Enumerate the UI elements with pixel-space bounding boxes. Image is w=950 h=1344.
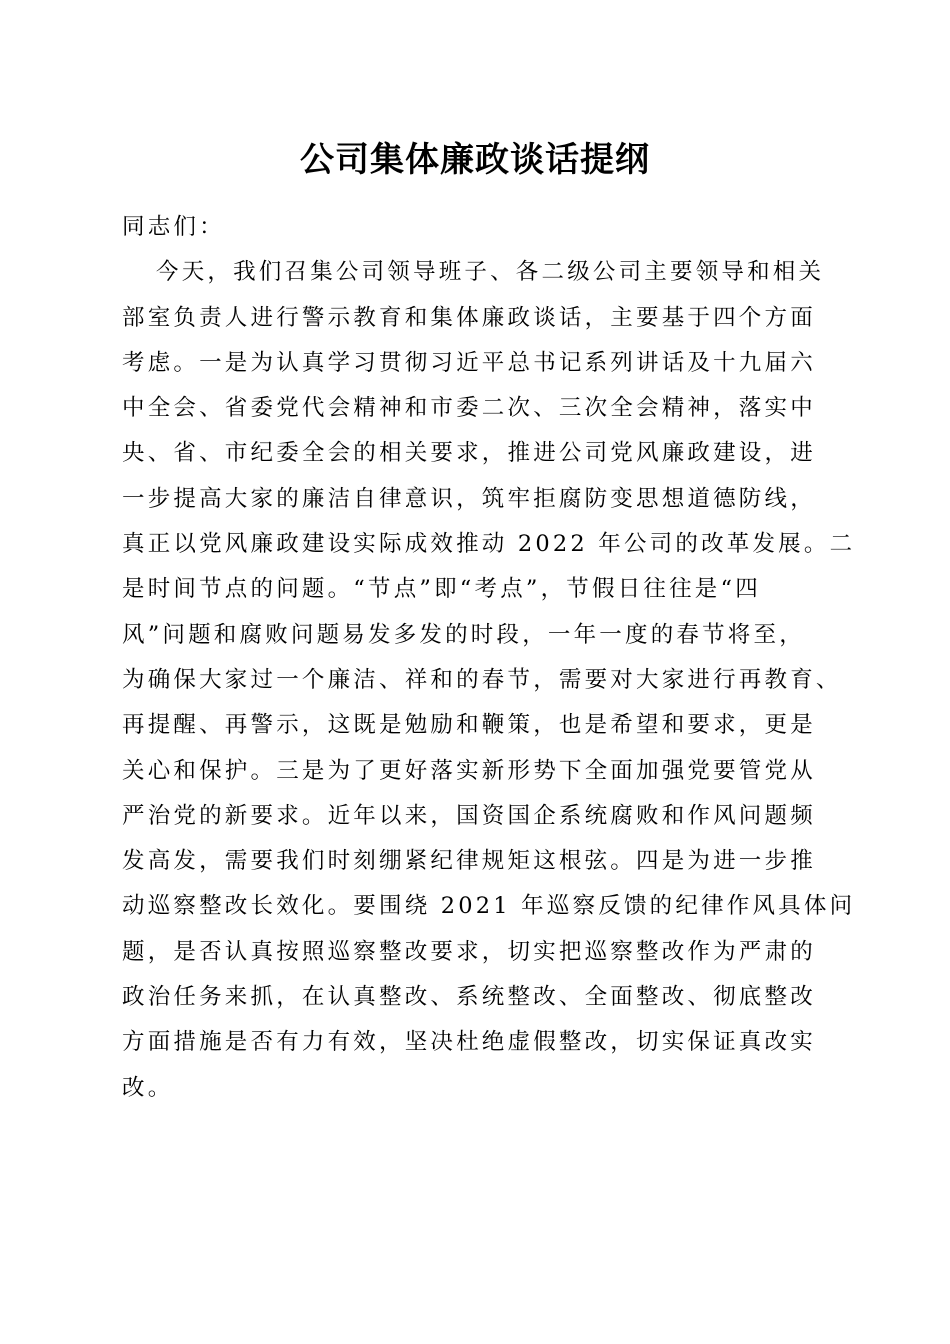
paragraph-line: 改。	[122, 1074, 174, 1101]
paragraph-line: 部室负责人进行警示教育和集体廉政谈话，主要基于四个方面	[122, 304, 816, 331]
paragraph-line: 一步提高大家的廉洁自律意识，筑牢拒腐防变思想道德防线，	[122, 485, 816, 512]
paragraph-line: 再提醒、再警示，这既是勉励和鞭策，也是希望和要求，更是	[122, 712, 816, 739]
paragraph-line: 中全会、省委党代会精神和市委二次、三次全会精神，落实中	[122, 395, 816, 422]
paragraph-line: 真正以党风廉政建设实际成效推动 2022 年公司的改革发展。二	[122, 531, 856, 558]
paragraph-line: 是时间节点的问题。“节点”即“考点”，节假日往往是“四	[122, 576, 761, 603]
paragraph-line: 考虑。一是为认真学习贯彻习近平总书记系列讲话及十九届六	[122, 349, 816, 376]
paragraph-line: 关心和保护。三是为了更好落实新形势下全面加强党要管党从	[122, 757, 816, 784]
paragraph-line: 题，是否认真按照巡察整改要求，切实把巡察整改作为严肃的	[122, 938, 816, 965]
paragraph-line: 政治任务来抓，在认真整改、系统整改、全面整改、彻底整改	[122, 984, 816, 1011]
document-body	[122, 205, 856, 1111]
paragraph-line: 严治党的新要求。近年以来，国资国企系统腐败和作风问题频	[122, 802, 816, 829]
paragraph-line: 方面措施是否有力有效，坚决杜绝虚假整改，切实保证真改实	[122, 1029, 816, 1056]
paragraph-line: 央、省、市纪委全会的相关要求，推进公司党风廉政建设，进	[122, 440, 816, 467]
document-title: 公司集体廉政谈话提纲	[300, 140, 650, 180]
paragraph-line: 动巡察整改长效化。要围绕 2021 年巡察反馈的纪律作风具体问	[122, 893, 856, 920]
paragraph-line: 今天，我们召集公司领导班子、各二级公司主要领导和相关	[156, 259, 825, 286]
salutation: 同志们：	[122, 214, 225, 240]
paragraph-line: 风”问题和腐败问题易发多发的时段，一年一度的春节将至，	[122, 621, 805, 648]
paragraph-line: 为确保大家过一个廉洁、祥和的春节，需要对大家进行再教育、	[122, 666, 842, 693]
paragraph-line: 发高发，需要我们时刻绷紧纪律规矩这根弦。四是为进一步推	[122, 848, 816, 875]
